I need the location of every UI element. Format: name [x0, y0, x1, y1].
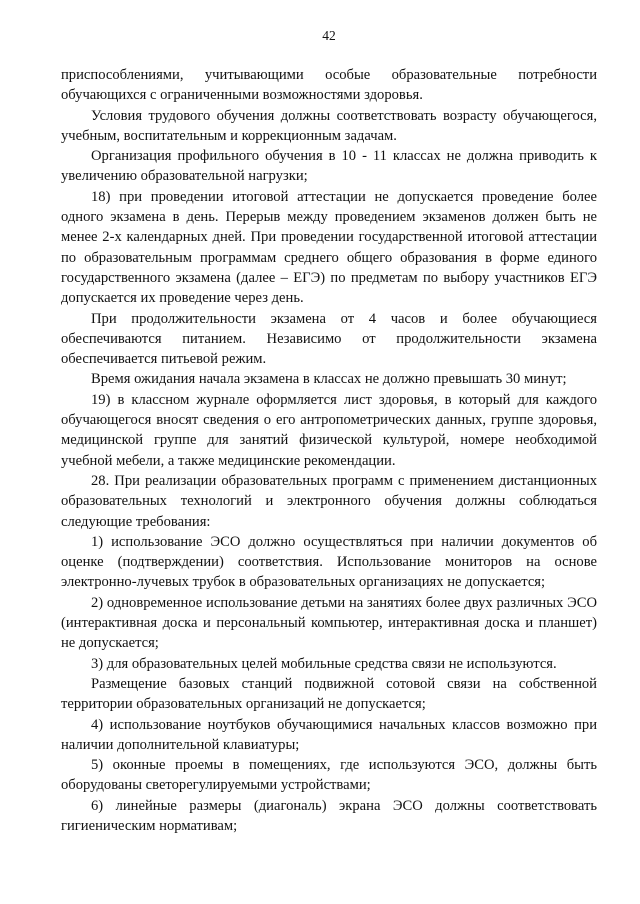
paragraph-item-5: 5) оконные проемы в помещениях, где используются ЭСО, должны быть оборудованы светорегулируемыми устройствами;	[61, 757, 597, 794]
document-page	[61, 28, 597, 836]
paragraph-exam-meals: При продолжительности экзамена от 4 часов и более обучающиеся обеспечиваются питанием. Независимо от продолжительности экзамена обеспечивается питьевой режим.	[61, 310, 597, 368]
paragraph-profile-training: Организация профильного обучения в 10 - 11 классах не должна приводить к увеличению образовательной нагрузки;	[61, 148, 597, 185]
paragraph-base-stations: Размещение базовых станций подвижной сотовой связи на собственной территории образовательных организаций не допускается;	[61, 675, 597, 713]
paragraph-item-6: 6) линейные размеры (диагональ) экрана ЭСО должны соответствовать гигиеническим нормативам;	[61, 797, 597, 834]
page-number: 42	[322, 28, 336, 43]
paragraph-item-19: 19) в классном журнале оформляется лист здоровья, в который для каждого обучающегося вносят сведения о его антропометрических данных, группе здоровья, медицинской группе для занятий физической культурой, номере необходимой учебной мебели, а также медицинские рекомендации.	[61, 391, 597, 469]
paragraph-item-2: 2) одновременное использование детьми на занятиях более двух различных ЭСО (интерактивная доска и персональный компьютер, интерактивная доска и планшет) не допускается;	[61, 594, 597, 652]
paragraph-item-3: 3) для образовательных целей мобильные средства связи не используются.	[91, 655, 557, 672]
paragraph-exam-waiting: Время ожидания начала экзамена в классах не должно превышать 30 минут;	[91, 371, 567, 388]
paragraph-section-28: 28. При реализации образовательных программ с применением дистанционных образовательных технологий и электронного обучения должны соблюдаться следующие требования:	[61, 472, 597, 530]
paragraph-item-4: 4) использование ноутбуков обучающимися начальных классов возможно при наличии дополнительной клавиатуры;	[61, 716, 597, 753]
paragraph-item-1: 1) использование ЭСО должно осуществляться при наличии документов об оценке (подтверждении) соответствия. Использование мониторов на основе электронно-лучевых трубок в образовательных организациях не допускается;	[61, 533, 597, 591]
paragraph-continuation: приспособлениями, учитывающими особые образовательные потребности обучающихся с ограниченными возможностями здоровья.	[61, 67, 597, 104]
paragraph-item-18: 18) при проведении итоговой аттестации не допускается проведение более одного экзамена в день. Перерыв между проведением экзаменов должен быть не менее 2-х календарных дней. При проведении государственной итоговой аттестации по образовательным программам среднего общего образования в форме единого государственного экзамена (далее – ЕГЭ) по предметам по выбору участников ЕГЭ допускается их проведение через день.	[61, 188, 597, 307]
paragraph-labor-training: Условия трудового обучения должны соответствовать возрасту обучающегося, учебным, воспитательным и коррекционным задачам.	[61, 107, 597, 144]
